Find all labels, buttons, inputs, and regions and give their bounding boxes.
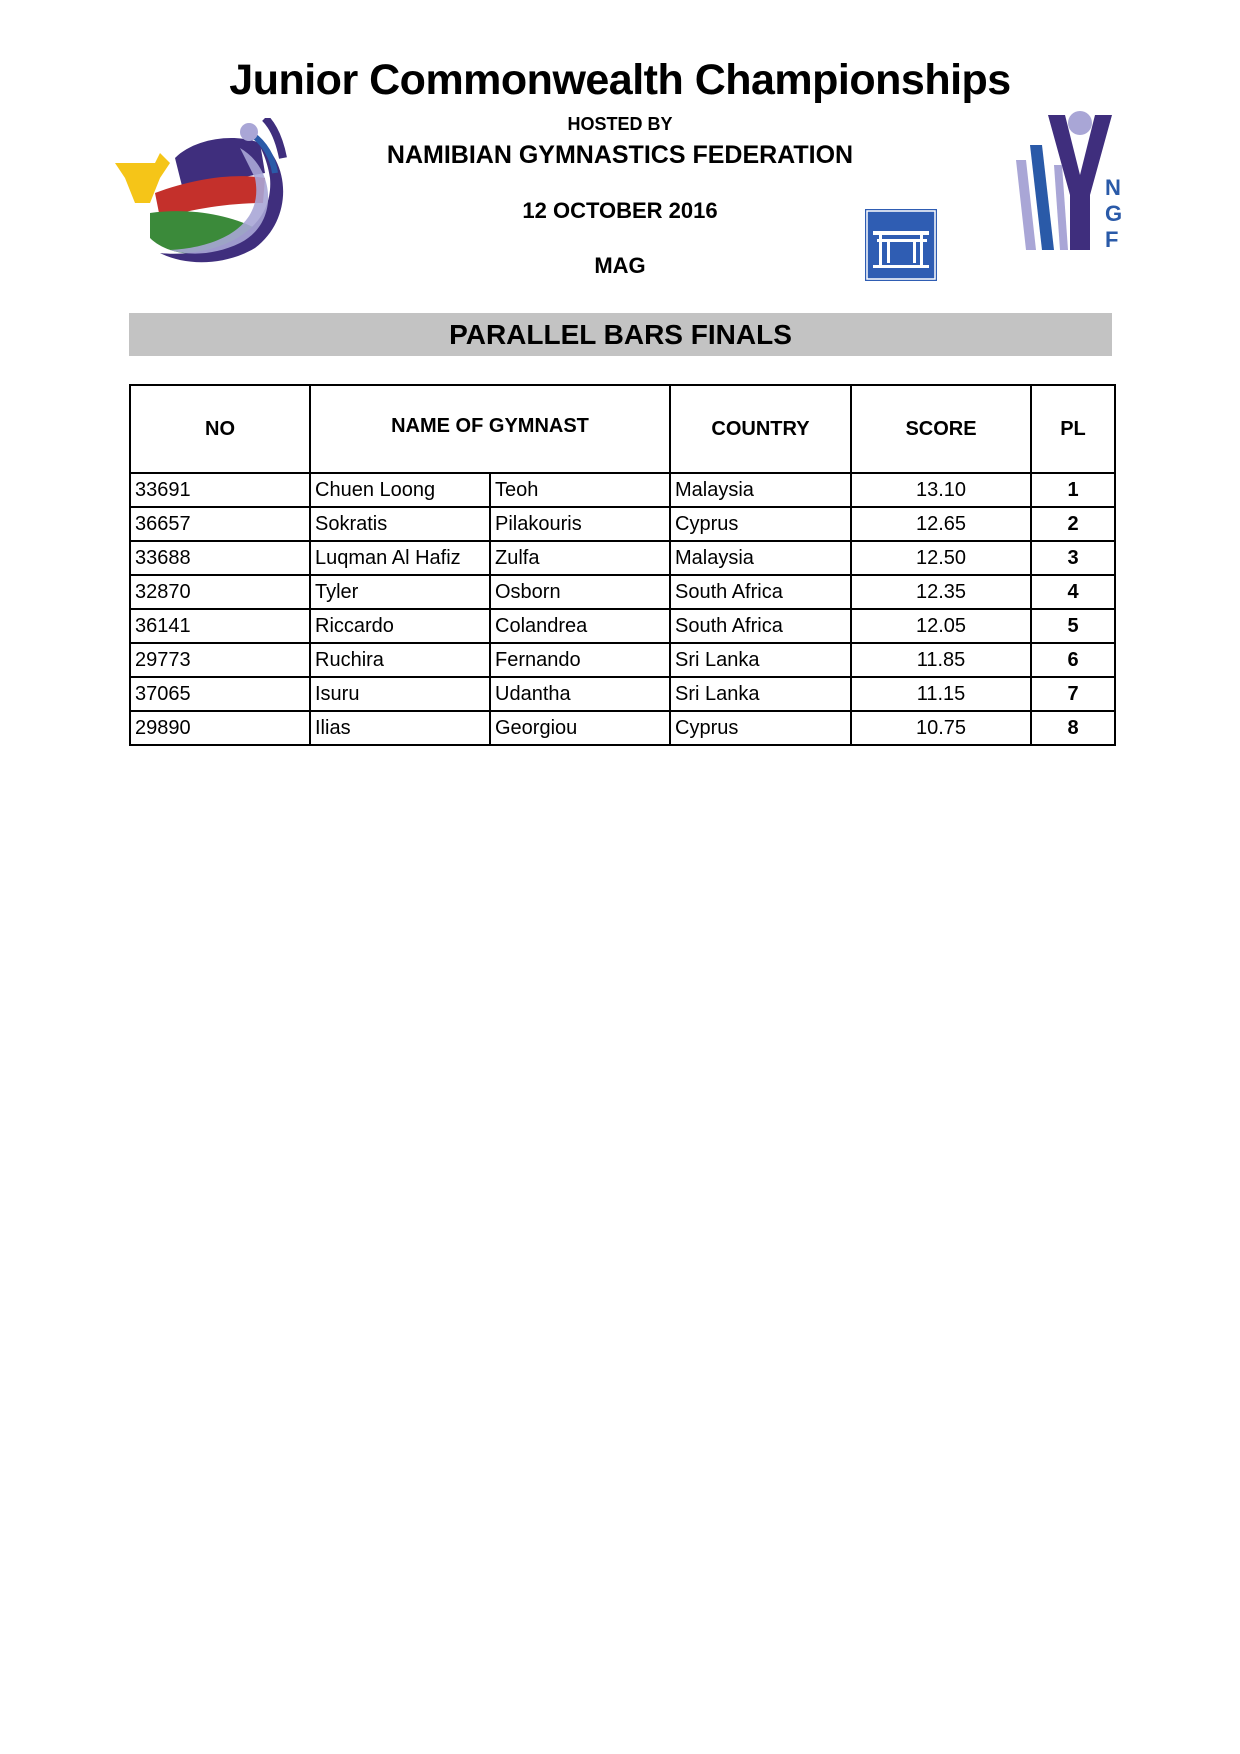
cell-country: Cyprus <box>670 711 851 745</box>
table-row <box>130 507 1115 541</box>
cell-score: 11.15 <box>851 677 1031 711</box>
cell-score: 12.05 <box>851 609 1031 643</box>
cell-no: 29890 <box>130 711 310 745</box>
cell-place: 4 <box>1031 575 1115 609</box>
cell-no: 29773 <box>130 643 310 677</box>
cell-last-name: Georgiou <box>490 711 670 745</box>
results-table <box>129 384 1116 746</box>
svg-text:N: N <box>1105 175 1121 200</box>
cell-country: Cyprus <box>670 507 851 541</box>
cell-no: 32870 <box>130 575 310 609</box>
cell-place: 6 <box>1031 643 1115 677</box>
page-title: Junior Commonwealth Championships <box>229 56 1011 104</box>
cell-place: 3 <box>1031 541 1115 575</box>
svg-text:F: F <box>1105 227 1119 252</box>
cell-last-name: Osborn <box>490 575 670 609</box>
header-country: COUNTRY <box>670 385 851 473</box>
cell-first-name: Ilias <box>310 711 490 745</box>
table-row <box>130 677 1115 711</box>
cell-last-name: Teoh <box>490 473 670 507</box>
cell-country: South Africa <box>670 575 851 609</box>
cell-country: Malaysia <box>670 473 851 507</box>
cell-no: 36141 <box>130 609 310 643</box>
cell-first-name: Chuen Loong <box>310 473 490 507</box>
table-row <box>130 473 1115 507</box>
hosted-by-label: HOSTED BY <box>567 114 673 134</box>
cell-first-name: Riccardo <box>310 609 490 643</box>
table-row <box>130 575 1115 609</box>
cell-country: Sri Lanka <box>670 677 851 711</box>
cell-no: 36657 <box>130 507 310 541</box>
cell-country: Malaysia <box>670 541 851 575</box>
cell-no: 37065 <box>130 677 310 711</box>
cell-country: Sri Lanka <box>670 643 851 677</box>
cell-country: South Africa <box>670 609 851 643</box>
cell-score: 10.75 <box>851 711 1031 745</box>
cell-score: 12.65 <box>851 507 1031 541</box>
host-federation: NAMIBIAN GYMNASTICS FEDERATION <box>386 141 854 169</box>
cell-score: 11.85 <box>851 643 1031 677</box>
cell-last-name: Pilakouris <box>490 507 670 541</box>
table-row <box>130 541 1115 575</box>
cell-no: 33691 <box>130 473 310 507</box>
cell-score: 12.35 <box>851 575 1031 609</box>
header-name: NAME OF GYMNAST <box>310 385 670 473</box>
table-row <box>130 643 1115 677</box>
cell-score: 13.10 <box>851 473 1031 507</box>
cell-score: 12.50 <box>851 541 1031 575</box>
cell-place: 5 <box>1031 609 1115 643</box>
cell-first-name: Luqman Al Hafiz <box>310 541 490 575</box>
event-date: 12 OCTOBER 2016 <box>522 198 718 223</box>
cell-first-name: Tyler <box>310 575 490 609</box>
cell-place: 8 <box>1031 711 1115 745</box>
table-row <box>130 609 1115 643</box>
svg-text:G: G <box>1105 201 1123 226</box>
event-title-bar: PARALLEL BARS FINALS <box>129 313 1112 356</box>
cell-place: 2 <box>1031 507 1115 541</box>
table-row <box>130 711 1115 745</box>
table-header-row <box>130 385 1115 473</box>
header-no: NO <box>130 385 310 473</box>
cell-last-name: Zulfa <box>490 541 670 575</box>
parallel-bars-icon <box>865 209 937 281</box>
cell-first-name: Ruchira <box>310 643 490 677</box>
header-pl: PL <box>1031 385 1115 473</box>
cell-first-name: Isuru <box>310 677 490 711</box>
header-score: SCORE <box>851 385 1031 473</box>
cell-first-name: Sokratis <box>310 507 490 541</box>
cell-last-name: Colandrea <box>490 609 670 643</box>
cell-last-name: Udantha <box>490 677 670 711</box>
cell-no: 33688 <box>130 541 310 575</box>
cell-place: 7 <box>1031 677 1115 711</box>
cell-place: 1 <box>1031 473 1115 507</box>
cell-last-name: Fernando <box>490 643 670 677</box>
discipline-label: MAG <box>594 253 646 278</box>
